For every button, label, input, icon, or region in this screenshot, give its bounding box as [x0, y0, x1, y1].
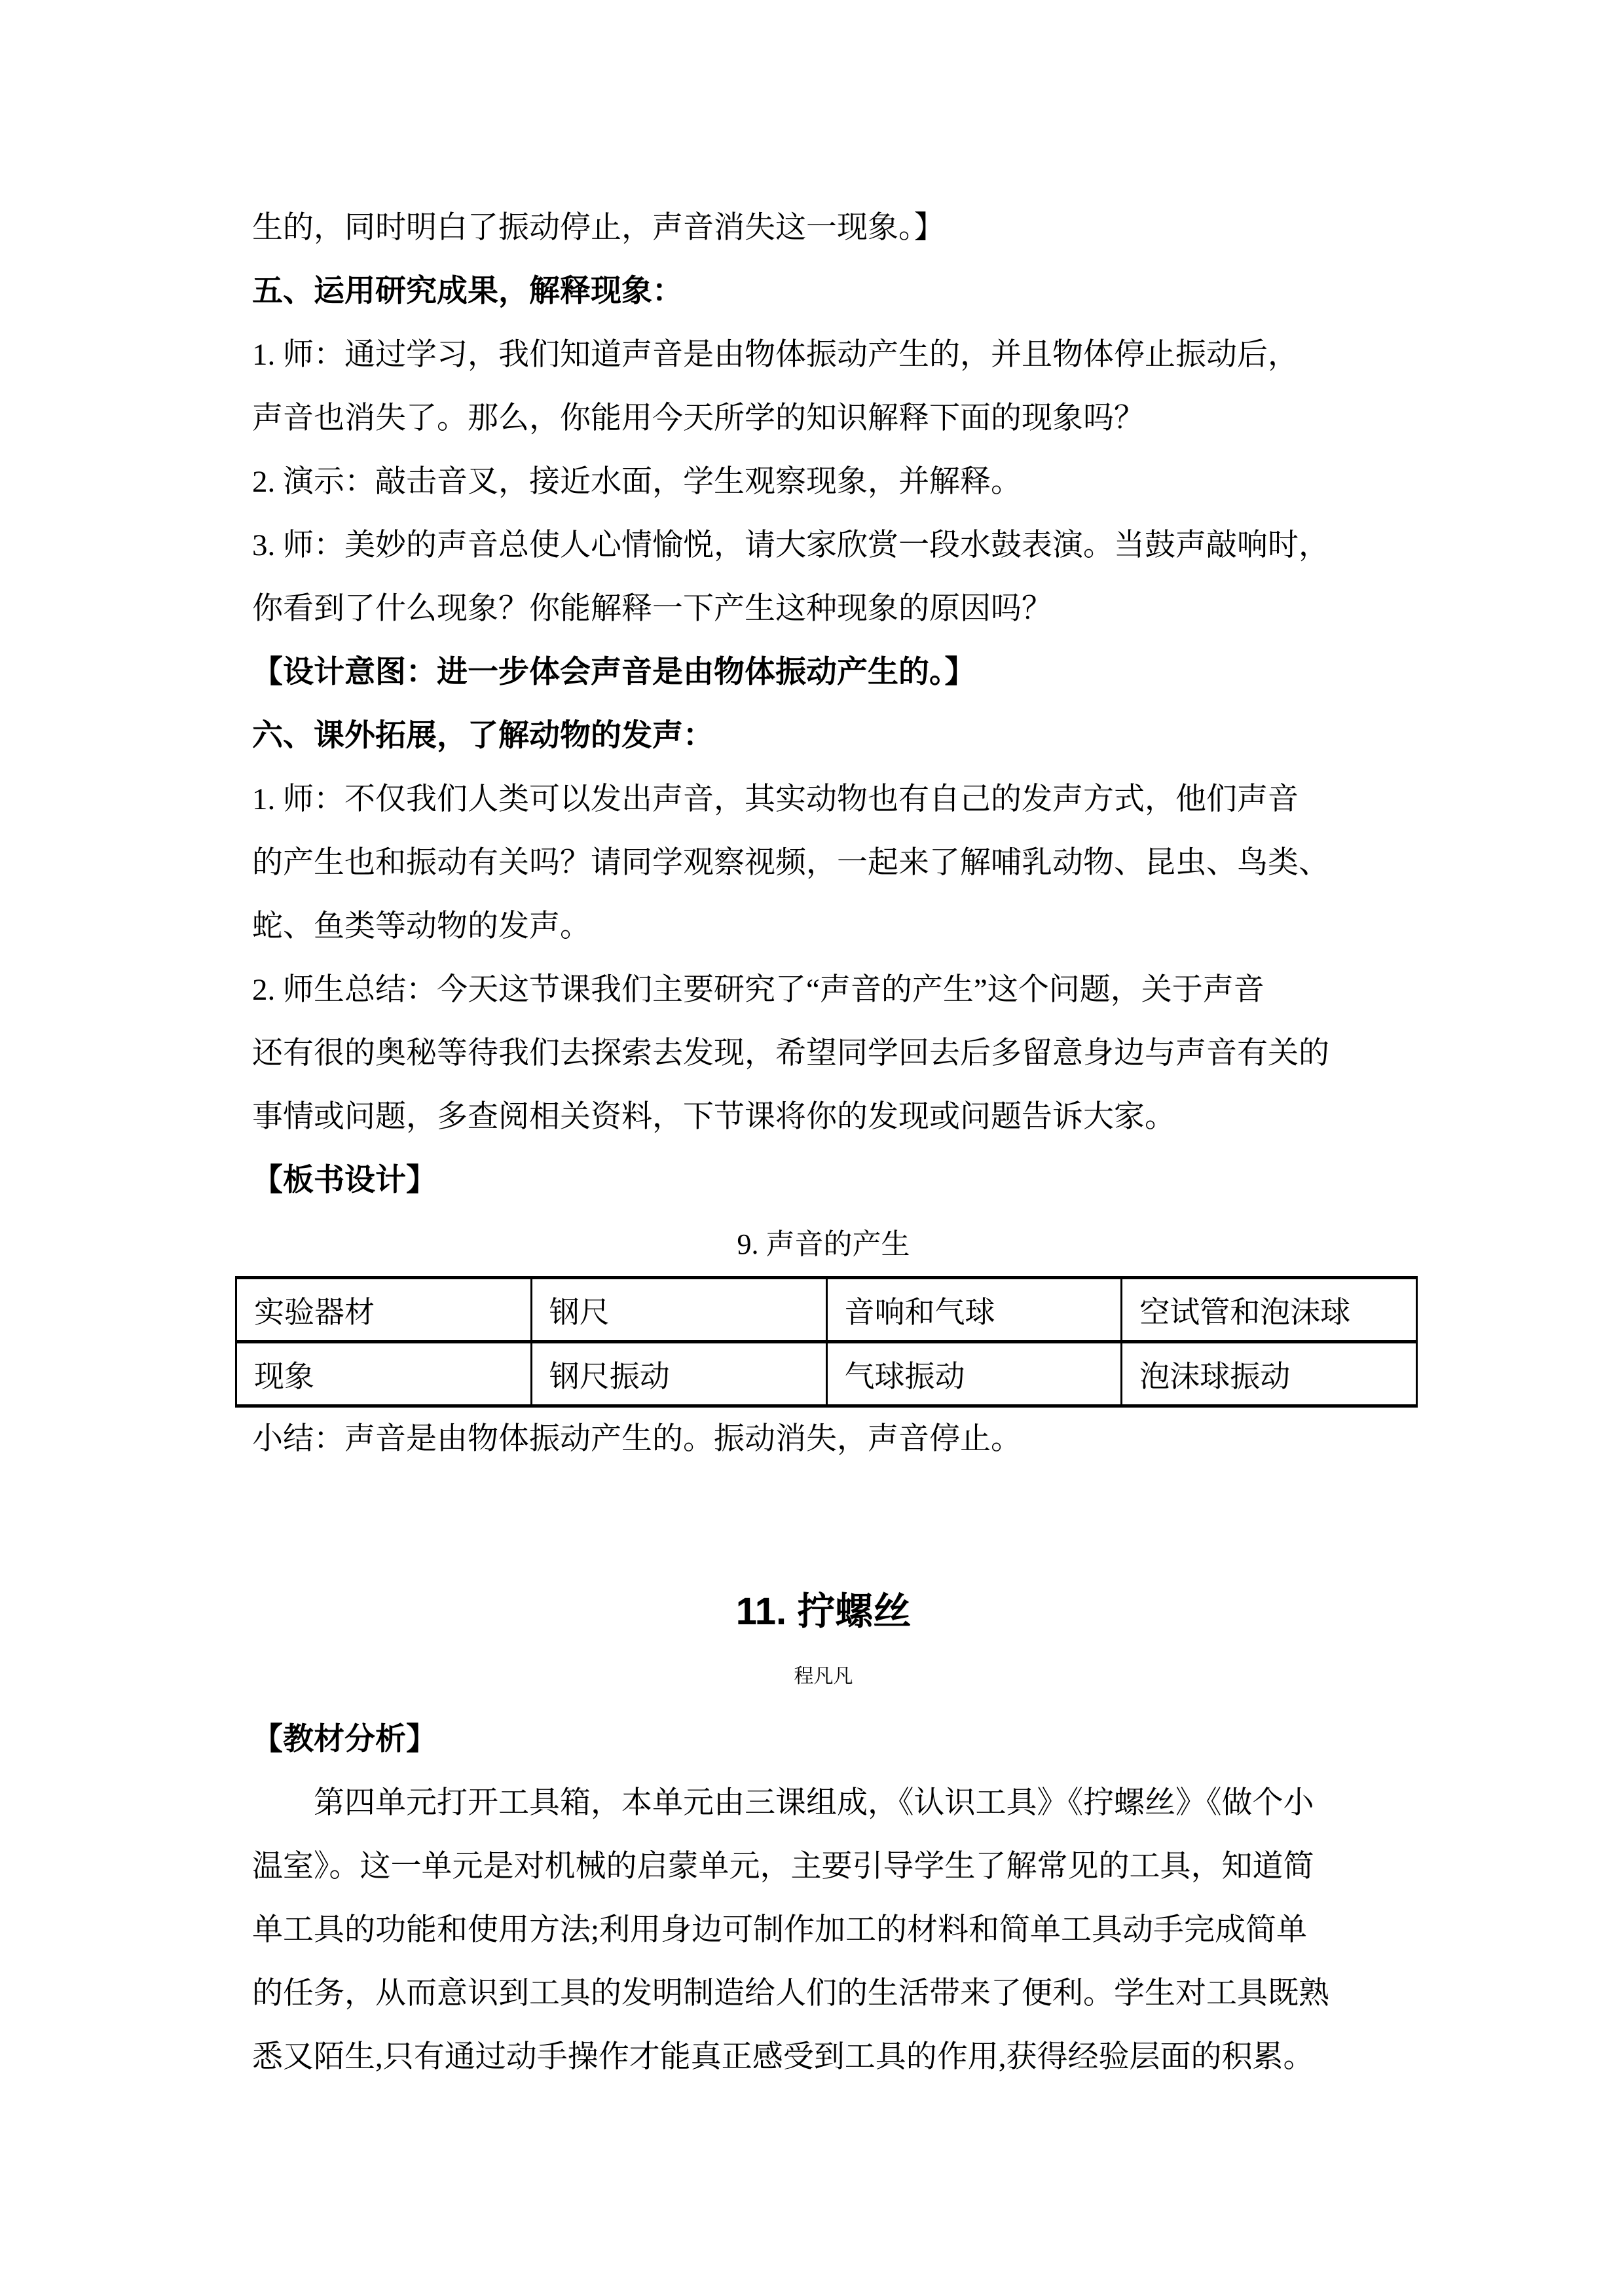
table-cell: 泡沫球振动 — [1122, 1342, 1417, 1406]
material-analysis-line: 温室》。这一单元是对机械的启蒙单元，主要引导学生了解常见的工具，知道简 — [252, 1850, 1314, 1884]
table-row — [236, 1342, 1417, 1406]
paragraph-closing-line: 生的，同时明白了振动停止，声音消失这一现象。】 — [252, 211, 945, 245]
board-summary-line: 小结：声音是由物体振动产生的。振动消失，声音停止。 — [252, 1422, 1022, 1456]
table-cell: 气球振动 — [826, 1342, 1122, 1406]
section-six-heading: 六、课外拓展，了解动物的发声： — [252, 719, 714, 753]
lesson-11-title: 11. 拧螺丝 — [735, 1590, 912, 1633]
section-five-line: 1. 师：通过学习，我们知道声音是由物体振动产生的，并且物体停止振动后， — [252, 338, 1299, 372]
section-five-line: 你看到了什么现象？你能解释一下产生这种现象的原因吗？ — [252, 592, 1052, 626]
section-five-heading: 五、运用研究成果，解释现象： — [252, 274, 683, 308]
table-cell: 实验器材 — [236, 1278, 532, 1342]
table-cell: 钢尺振动 — [531, 1342, 826, 1406]
document-content — [252, 196, 1395, 2089]
table-row — [236, 1278, 1417, 1342]
section-five-line: 2. 演示：敲击音叉，接近水面，学生观察现象，并解释。 — [252, 465, 1022, 499]
material-analysis-line: 单工具的功能和使用方法;利用身边可制作加工的材料和简单工具动手完成简单 — [252, 1913, 1308, 1947]
table-cell: 空试管和泡沫球 — [1122, 1278, 1417, 1342]
table-cell: 钢尺 — [531, 1278, 826, 1342]
material-analysis-line: 第四单元打开工具箱，本单元由三课组成，《认识工具》《拧螺丝》《做个小 — [314, 1786, 1314, 1820]
material-analysis-heading: 【教材分析】 — [252, 1722, 437, 1757]
table-cell: 音响和气球 — [826, 1278, 1122, 1342]
board-design-heading: 【板书设计】 — [252, 1163, 437, 1197]
section-six-line: 蛇、鱼类等动物的发声。 — [252, 909, 591, 943]
design-intent-note: 【设计意图：进一步体会声音是由物体振动产生的。】 — [252, 655, 976, 689]
section-six-line: 1. 师：不仅我们人类可以发出声音，其实动物也有自己的发声方式，他们声音 — [252, 782, 1299, 816]
material-analysis-line: 的任务，从而意识到工具的发明制造给人们的生活带来了便利。学生对工具既熟 — [252, 1977, 1329, 2011]
section-five-line: 声音也消失了。那么，你能用今天所学的知识解释下面的现象吗？ — [252, 401, 1145, 435]
section-six-line: 还有很的奥秘等待我们去探索去发现，希望同学回去后多留意身边与声音有关的 — [252, 1036, 1329, 1070]
board-design-title: 9. 声音的产生 — [737, 1228, 910, 1260]
board-design-table — [235, 1276, 1418, 1408]
table-cell: 现象 — [236, 1342, 532, 1406]
section-six-line: 事情或问题，多查阅相关资料，下节课将你的发现或问题告诉大家。 — [252, 1100, 1175, 1134]
section-six-line: 2. 师生总结：今天这节课我们主要研究了“声音的产生”这个问题，关于声音 — [252, 973, 1264, 1007]
material-analysis-line: 悉又陌生,只有通过动手操作才能真正感受到工具的作用,获得经验层面的积累。 — [252, 2040, 1314, 2074]
lesson-11-author: 程凡凡 — [794, 1666, 853, 1687]
section-six-line: 的产生也和振动有关吗？请同学观察视频，一起来了解哺乳动物、昆虫、鸟类、 — [252, 846, 1329, 880]
section-five-line: 3. 师：美妙的声音总使人心情愉悦，请大家欣赏一段水鼓表演。当鼓声敲响时， — [252, 528, 1329, 562]
